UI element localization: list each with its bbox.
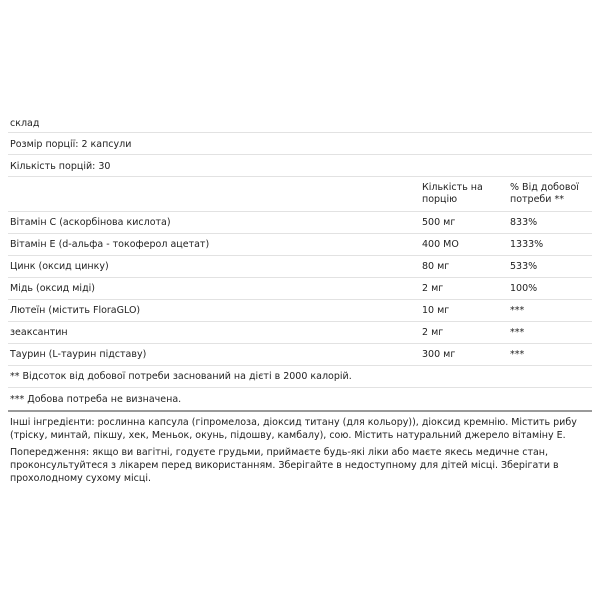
dv-header-line1: % Від добової xyxy=(510,182,579,193)
servings-count: Кількість порцій: 30 xyxy=(10,161,111,172)
footnote-daily-value: ** Відсоток від добової потреби заснований на дієті в 2000 калорій. xyxy=(10,371,352,382)
nutrient-dv: *** xyxy=(510,327,525,338)
footnote-row xyxy=(8,388,592,412)
nutrient-row xyxy=(8,234,592,256)
nutrient-dv: *** xyxy=(510,349,525,360)
other-ingredients: Інші інгредієнти: рослинна капсула (гіпромелоза, діоксид титану (для кольору)), діоксид кремнію. Містить рибу (тріску, минтай, пікшу, хек, Меньок, окунь, підошву, камбалу), сою. Містить натуральний джерело вітаміну E. xyxy=(10,417,577,441)
serving-size-row xyxy=(8,133,592,155)
nutrient-row xyxy=(8,212,592,234)
nutrient-row xyxy=(8,256,592,278)
nutrient-row xyxy=(8,300,592,322)
footnote-not-established: *** Добова потреба не визначена. xyxy=(10,394,182,405)
nutrient-dv: 533% xyxy=(510,261,538,272)
nutrient-row xyxy=(8,344,592,366)
nutrient-name: Таурин (L-таурин підставу) xyxy=(10,349,147,360)
panel-title: склад xyxy=(10,118,40,129)
nutrient-dv: 833% xyxy=(510,217,538,228)
nutrient-amount: 2 мг xyxy=(422,327,444,338)
nutrient-dv: 1333% xyxy=(510,239,544,250)
nutrient-name: Мідь (оксид міді) xyxy=(10,283,95,294)
nutrient-amount: 500 мг xyxy=(422,217,456,228)
nutrient-row xyxy=(8,278,592,300)
nutrient-name: Вітамін E (d-альфа - токоферол ацетат) xyxy=(10,239,210,250)
servings-count-row xyxy=(8,155,592,177)
footnote-row xyxy=(8,366,592,388)
dv-header-line2: потреби ** xyxy=(510,194,564,205)
warning-text: Попередження: якщо ви вагітні, годуєте грудьми, приймаєте будь-які ліки або маєте якесь медичне стан, проконсультуйтеся з лікарем перед використанням. Зберігайте в недоступному для дітей місці. Зберігати в прохолодному сухому місці. xyxy=(10,447,559,484)
nutrient-amount: 80 мг xyxy=(422,261,450,272)
nutrient-amount: 2 мг xyxy=(422,283,444,294)
column-header-row xyxy=(8,177,592,212)
nutrient-name: зеаксантин xyxy=(10,327,68,338)
nutrient-amount: 400 МО xyxy=(422,239,459,250)
serving-size: Розмір порції: 2 капсули xyxy=(10,139,132,150)
nutrient-dv: *** xyxy=(510,305,525,316)
nutrient-name: Вітамін C (аскорбінова кислота) xyxy=(10,217,171,228)
amount-header-line2: порцію xyxy=(422,194,458,205)
nutrient-amount: 10 мг xyxy=(422,305,450,316)
nutrient-dv: 100% xyxy=(510,283,538,294)
nutrient-row xyxy=(8,322,592,344)
nutrient-amount: 300 мг xyxy=(422,349,456,360)
title-row xyxy=(8,110,592,133)
amount-header-line1: Кількість на xyxy=(422,182,483,193)
nutrient-name: Цинк (оксид цинку) xyxy=(10,261,109,272)
nutrient-name: Лютеїн (містить FloraGLO) xyxy=(10,305,141,316)
